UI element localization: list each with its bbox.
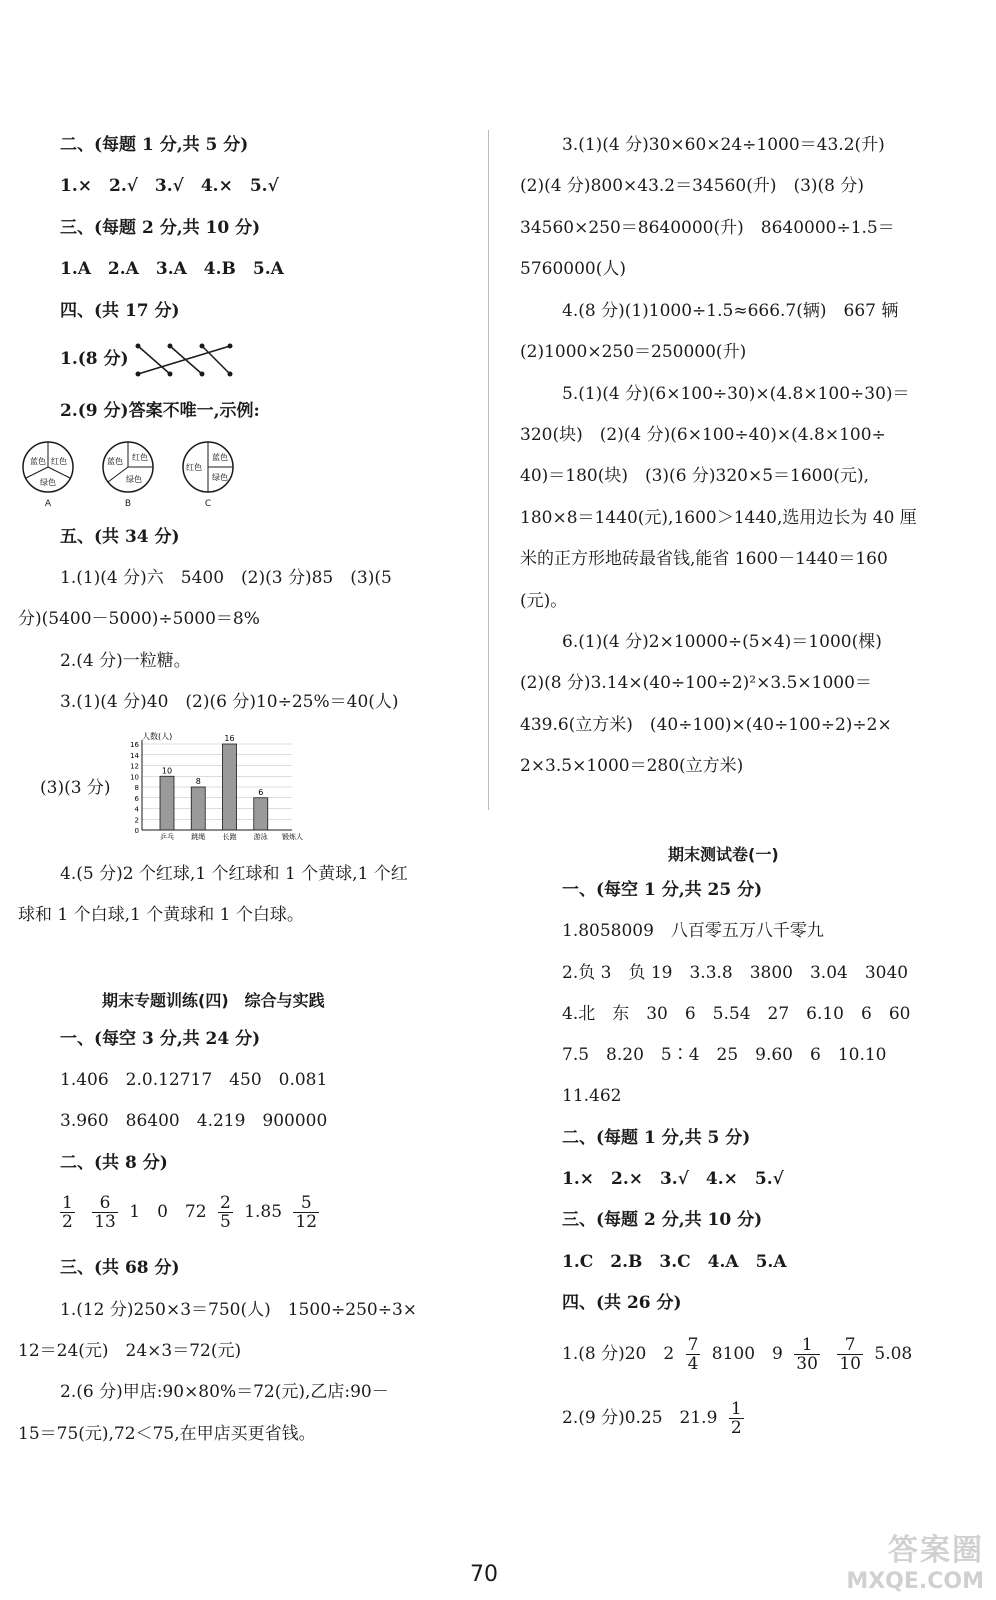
spinner-a bbox=[18, 440, 78, 509]
chart-y-tick-label: 8 bbox=[134, 784, 139, 792]
fraction: $\frac{1}{30}$ bbox=[796, 1335, 818, 1374]
chart-category-label: 游泳 bbox=[253, 833, 268, 841]
chart-bar bbox=[160, 776, 174, 830]
section-5-line-7: 球和 1 个白球,1 个黄球和 1 个白球。 bbox=[18, 905, 304, 925]
spinner-c-sector-3: 绿色 bbox=[212, 473, 228, 482]
training-4-section-1-line-1: 1.406 2.0.12717 450 0.081 bbox=[60, 1070, 328, 1090]
training-4-section-3-line-4: 15＝75(元),72＜75,在甲店买更省钱。 bbox=[18, 1424, 316, 1444]
chart-y-axis-label: 人数(人) bbox=[142, 732, 173, 741]
spinner-b-sector-2: 红色 bbox=[132, 453, 148, 462]
spinner-b-sector-1: 蓝色 bbox=[107, 457, 123, 466]
training-4-section-3-heading: 三、(共 68 分) bbox=[60, 1258, 180, 1278]
final-test-1-title: 期末测试卷(一) bbox=[668, 845, 779, 864]
section-3-answers: 1.A 2.A 3.A 4.B 5.A bbox=[60, 259, 284, 279]
chart-y-tick-label: 4 bbox=[134, 805, 139, 814]
section-4-heading: 四、(共 17 分) bbox=[60, 301, 180, 321]
spinner-c-sector-1: 红色 bbox=[186, 463, 202, 472]
right-line-4: 5760000(人) bbox=[520, 259, 626, 279]
final-test-line-2: 2.负 3 负 19 3.3.8 3800 3.04 3040 bbox=[562, 963, 909, 983]
matching-lines-diagram bbox=[130, 338, 240, 382]
final-test-line-1: 1.8058009 八百零五万八千零九 bbox=[562, 921, 824, 941]
q1-prefix: 1.(8 分)20 2 bbox=[562, 1344, 675, 1364]
spinner-b-circle bbox=[98, 440, 158, 496]
training-4-section-3-line-2: 12＝24(元) 24×3＝72(元) bbox=[18, 1341, 242, 1361]
chart-bar bbox=[254, 798, 268, 830]
training-4-section-1-line-2: 3.960 86400 4.219 900000 bbox=[60, 1111, 328, 1131]
column-divider bbox=[488, 130, 489, 810]
final-test-section-3-answers: 1.C 2.B 3.C 4.A 5.A bbox=[562, 1252, 787, 1272]
fraction: $\frac{1}{2}$ bbox=[62, 1193, 73, 1232]
section-3-heading: 三、(每题 2 分,共 10 分) bbox=[60, 218, 261, 238]
chart-y-tick-label: 10 bbox=[130, 773, 139, 782]
chart-y-tick-label: 12 bbox=[130, 762, 139, 771]
final-test-section-1-heading: 一、(每空 1 分,共 25 分) bbox=[562, 880, 763, 900]
chart-y-tick-label: 2 bbox=[134, 816, 139, 825]
spinner-b bbox=[98, 440, 158, 509]
training-4-section-3-line-1: 1.(12 分)250×3＝750(人) 1500÷250÷3× bbox=[60, 1300, 417, 1320]
section-5-line-1: 1.(1)(4 分)六 5400 (2)(3 分)85 (3)(5 bbox=[60, 568, 392, 588]
right-line-7: 5.(1)(4 分)(6×100÷30)×(4.8×100÷30)＝ bbox=[562, 384, 910, 404]
chart-y-tick-label: 0 bbox=[134, 827, 139, 835]
spinner-c-sector-2: 蓝色 bbox=[212, 453, 228, 462]
right-line-6: (2)1000×250＝250000(升) bbox=[520, 342, 747, 362]
final-test-section-2-answers: 1.× 2.× 3.√ 4.× 5.√ bbox=[562, 1169, 784, 1189]
final-test-section-4-q1 bbox=[562, 1336, 912, 1373]
section-5-line-4: 3.(1)(4 分)40 (2)(6 分)10÷25%＝40(人) bbox=[60, 692, 399, 712]
spinner-c bbox=[178, 440, 238, 509]
page-number: 70 bbox=[470, 1562, 498, 1587]
right-line-10: 180×8＝1440(元),1600＞1440,选用边长为 40 厘 bbox=[520, 508, 917, 528]
chart-data-label: 8 bbox=[195, 777, 201, 786]
bar-chart bbox=[120, 730, 320, 842]
fraction: $\frac{1}{2}$ bbox=[730, 1399, 742, 1438]
chart-category-label: 长跑 bbox=[222, 833, 237, 841]
chart-data-label: 6 bbox=[258, 787, 264, 797]
chart-y-ticks bbox=[130, 741, 139, 835]
chart-data-label: 16 bbox=[224, 734, 235, 743]
spinner-c-circle bbox=[178, 440, 238, 496]
final-test-line-5: 11.462 bbox=[562, 1086, 622, 1106]
chart-bar bbox=[191, 787, 205, 830]
chart-category-label: 跳绳 bbox=[191, 833, 206, 841]
section-4-q2: 2.(9 分)答案不唯一,示例: bbox=[60, 401, 260, 421]
section-5-heading: 五、(共 34 分) bbox=[60, 527, 180, 547]
training-4-section-1-heading: 一、(每空 3 分,共 24 分) bbox=[60, 1029, 261, 1049]
section-5-line-6: 4.(5 分)2 个红球,1 个红球和 1 个黄球,1 个红 bbox=[60, 864, 408, 884]
spinner-a-circle bbox=[18, 440, 78, 496]
q2-prefix: 2.(9 分)0.25 21.9 bbox=[562, 1408, 718, 1428]
training-4-section-2-answers bbox=[54, 1194, 325, 1231]
final-test-line-3: 4.北 东 30 6 5.54 27 6.10 6 60 bbox=[562, 1004, 911, 1024]
section-5-line-2: 分)(5400－5000)÷5000＝8% bbox=[18, 609, 260, 629]
watermark-logo: 答案圈 MXQE.COM bbox=[846, 1533, 984, 1594]
right-line-13: 6.(1)(4 分)2×10000÷(5×4)＝1000(棵) bbox=[562, 632, 882, 652]
right-line-16: 2×3.5×1000＝280(立方米) bbox=[520, 756, 744, 776]
final-test-section-3-heading: 三、(每题 2 分,共 10 分) bbox=[562, 1210, 763, 1230]
section-4-q1: 1.(8 分) bbox=[60, 349, 129, 369]
q1-middle: 8100 9 bbox=[711, 1344, 783, 1364]
spinner-b-sector-3: 绿色 bbox=[126, 475, 142, 484]
final-test-line-4: 7.5 8.20 5∶4 25 9.60 6 10.10 bbox=[562, 1045, 887, 1065]
answer-values: 1 0 72 bbox=[129, 1202, 207, 1222]
chart-y-tick-label: 14 bbox=[130, 751, 139, 760]
chart-y-tick-label: 16 bbox=[130, 741, 139, 749]
chart-data-label: 10 bbox=[161, 766, 173, 776]
right-line-15: 439.6(立方米) (40÷100)×(40÷100÷2)÷2× bbox=[520, 715, 892, 735]
section-5-line-5: (3)(3 分) bbox=[40, 778, 111, 798]
right-line-5: 4.(8 分)(1)1000÷1.5≈666.7(辆) 667 辆 bbox=[562, 301, 899, 321]
fraction: $\frac{5}{12}$ bbox=[295, 1193, 318, 1232]
answer-value: 1.85 bbox=[244, 1202, 283, 1222]
chart-bars bbox=[160, 734, 268, 830]
spinner-a-sector-3: 绿色 bbox=[40, 478, 56, 487]
final-test-section-4-heading: 四、(共 26 分) bbox=[562, 1293, 682, 1313]
chart-category-label: 乒乓 bbox=[160, 833, 174, 841]
final-test-section-4-q2 bbox=[562, 1400, 750, 1437]
fraction: $\frac{7}{4}$ bbox=[687, 1335, 699, 1374]
section-2-answers: 1.× 2.√ 3.√ 4.× 5.√ bbox=[60, 176, 279, 196]
spinner-a-sector-2: 红色 bbox=[51, 457, 67, 466]
right-line-2: (2)(4 分)800×43.2＝34560(升) (3)(8 分) bbox=[520, 176, 865, 196]
right-line-12: (元)。 bbox=[520, 591, 568, 611]
right-line-14: (2)(8 分)3.14×(40÷100÷2)²×3.5×1000＝ bbox=[520, 673, 872, 693]
chart-bar bbox=[223, 744, 237, 830]
right-line-11: 米的正方形地砖最省钱,能省 1600－1440＝160 bbox=[520, 549, 888, 569]
q1-suffix: 5.08 bbox=[874, 1344, 913, 1364]
chart-x-labels bbox=[160, 832, 268, 841]
chart-y-tick-label: 6 bbox=[134, 794, 139, 803]
spinner-a-label: A bbox=[44, 499, 52, 509]
right-line-1: 3.(1)(4 分)30×60×24÷1000＝43.2(升) bbox=[562, 135, 885, 155]
training-4-section-2-heading: 二、(共 8 分) bbox=[60, 1153, 168, 1173]
training-4-section-3-line-3: 2.(6 分)甲店:90×80%＝72(元),乙店:90－ bbox=[60, 1382, 389, 1402]
section-2-heading: 二、(每题 1 分,共 5 分) bbox=[60, 135, 249, 155]
right-line-3: 34560×250＝8640000(升) 8640000÷1.5＝ bbox=[520, 218, 895, 238]
spinner-c-label: C bbox=[204, 499, 212, 509]
spinner-b-label: B bbox=[124, 499, 132, 509]
training-4-title: 期末专题训练(四) 综合与实践 bbox=[102, 991, 325, 1010]
right-line-8: 320(块) (2)(4 分)(6×100÷40)×(4.8×100÷ bbox=[520, 425, 886, 445]
fraction: $\frac{6}{13}$ bbox=[94, 1193, 116, 1232]
chart-x-axis-label: 锻炼人 bbox=[282, 833, 303, 841]
spinner-a-sector-1: 蓝色 bbox=[30, 457, 46, 466]
section-5-line-3: 2.(4 分)一粒糖。 bbox=[60, 651, 191, 671]
fraction: $\frac{7}{10}$ bbox=[839, 1335, 861, 1374]
right-line-9: 40)＝180(块) (3)(6 分)320×5＝1600(元), bbox=[520, 466, 869, 486]
final-test-section-2-heading: 二、(每题 1 分,共 5 分) bbox=[562, 1128, 751, 1148]
fraction: $\frac{2}{5}$ bbox=[219, 1193, 231, 1232]
